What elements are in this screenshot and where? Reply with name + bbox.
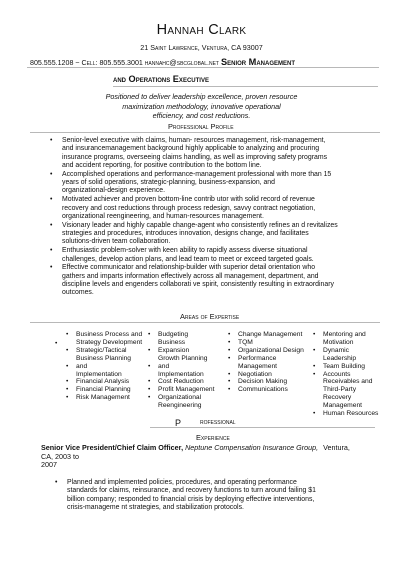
tagline-line: efficiency, and cost reductions. [152,111,251,121]
expertise-item: • TQM [228,338,253,346]
bullet-line: recovery and cost reductions through process redesign, savvy contract negotiation, [62,204,316,212]
expertise-item: • and [66,362,88,370]
profile-bullet [50,137,372,170]
bullet-icon: • [50,196,53,204]
experience-bullet-list [55,479,365,513]
bullet-line: Accomplished operations and performance-management professional with more than 15 [62,170,332,178]
bullet-icon: • [55,340,58,347]
bullet-line: challenges, develop action plans, and lead team to meet or exceed targeted goals. [62,255,314,263]
expertise-item: Reengineering [158,402,202,410]
expertise-item: • Financial Planning [66,386,131,394]
headline-divider [113,86,378,87]
expertise-item: Recovery [323,394,352,402]
bullet-icon: • [313,410,316,418]
bullet-icon: • [313,370,316,378]
bullet-line: and accident reporting, for positive contribution to the bottom line. [62,161,262,169]
bullet-icon: • [66,378,69,386]
bullet-line: gathers and imparts information effectively across all management, department, and [62,272,319,280]
bullet-icon: • [50,221,53,229]
bullet-line: strategies and procedures, introduces innovation, designs change, and facilitates [62,230,309,238]
expertise-item: Motivation [323,338,354,346]
profile-bullet-list [50,137,372,298]
bullet-line: outcomes. [62,289,94,297]
expertise-item: • Mentoring and [313,331,366,338]
bullet-icon: • [313,362,316,370]
headline-part2: and Operations Executive [113,74,209,84]
expertise-item: • Team Building [313,362,366,370]
bullet-icon: • [228,346,231,354]
expertise-item: Management [238,362,278,370]
job-title-line [41,444,361,453]
expertise-column-1 [66,331,142,402]
bullet-icon: • [148,378,151,386]
expertise-item: Business [158,338,186,346]
expertise-item: • Business Process and [66,331,143,338]
bullet-line: Planned and implemented policies, procedures, and operating performance [67,479,297,486]
bullet-icon: • [313,331,316,338]
bullet-line: discipline levels and engenders collaborati ve spirit, consistently resulting in extraordinary [62,281,334,289]
job-company: Neptune Compensation Insurance Group, [185,443,319,452]
profile-heading: Professional Profile [168,122,234,131]
tagline-line: Positioned to deliver leadership excellence, proven resource [105,92,298,101]
contact-info: 805.555.1208 ~ Cell: 805.555.3001 hannahc@sbcglobal.net [30,59,219,67]
expertise-item: • Financial Analysis [66,378,130,386]
bullet-icon: • [50,137,53,144]
expertise-item: • Profit Management [148,386,215,394]
bullet-icon: • [50,264,53,272]
job-dates: CA, 2003 to [41,451,79,461]
bullet-icon: • [66,346,69,354]
bullet-icon: • [66,394,69,402]
bullet-icon: • [50,247,53,255]
expertise-item: • Expansion [148,346,190,354]
bullet-icon: • [228,370,231,378]
headline-part1: Senior Management [220,57,295,67]
expertise-item: Implementation [76,370,122,378]
profile-bullet [50,264,372,297]
tagline [0,92,403,121]
expertise-item: • Budgeting [148,331,189,338]
profile-divider [30,132,380,133]
bullet-icon: • [228,331,231,338]
expertise-item: • Performance [228,354,277,362]
bullet-icon: • [228,338,231,346]
job-title: Senior Vice President/Chief Claim Officer, [41,443,184,452]
expertise-item: • Organizational [148,394,202,402]
expertise-column-4 [313,331,378,418]
expertise-item: Business Planning [76,354,132,362]
job-dates-end: 2007 [41,460,57,470]
bullet-line: billion company; responded to financial crisis by deploying effective interventions, [67,495,315,503]
address: 21 Saint Lawrence, Ventura, CA 93007 [140,43,263,52]
bullet-line: solutions-driven team collaboration. [62,238,171,246]
expertise-item: • Strategic/Tactical [66,346,127,354]
profile-bullet [50,171,372,196]
experience-heading-a: rofessional [200,417,236,426]
tagline-line: maximization methodology, innovative operational [122,101,281,111]
expertise-item: • Cost Reduction [148,378,204,386]
expertise-item: Leadership [323,354,357,362]
expertise-item: • Organizational Design [228,346,304,354]
expertise-item: Receivables and [323,378,373,386]
bullet-line: crisis-manageme nt strategies, and stabilization protocols. [67,504,244,512]
profile-bullet [50,196,372,221]
bullet-line: Enthusiastic problem-solver with keen ability to rapidly assess diverse situational [62,247,308,255]
bullet-icon: • [148,362,151,370]
expertise-item: Management [323,402,363,410]
bullet-icon: • [50,170,53,178]
bullet-icon: • [228,378,231,386]
bullet-line: insurance programs, overseeing claims handling, as well as improving safety programs [62,153,328,161]
bullet-line: Effective communicator and relationship-builder with superior detail orientation who [62,264,316,272]
bullet-line: Motivated achiever and proven bottom-line contrib utor with solid record of revenue [62,196,315,204]
bullet-line: organizational reengineering, and human-resources management. [62,212,264,220]
expertise-item: • and [148,362,170,370]
bullet-icon: • [228,354,231,362]
expertise-item: Implementation [158,370,204,378]
bullet-icon: • [66,386,69,394]
header-divider [27,67,379,68]
job-header [41,444,361,470]
bullet-line: and insurancemanagement background highly applicable to analyzing and procuring [62,145,320,153]
bullet-icon: • [66,331,69,338]
bullet-icon: • [148,331,151,338]
expertise-divider [30,322,380,323]
profile-bullet [50,247,372,264]
expertise-item: • Dynamic [313,346,350,354]
bullet-line: Senior-level executive with claims, human- resources management, risk-management, [62,137,326,144]
bullet-line: Visionary leader and highly capable change-agent who consistently refines an d revitalizes [62,221,338,229]
bullet-line: standards for claims, reinsurance, and recovery functions to turn around failing $1 [67,487,316,495]
contact-line [30,57,295,67]
stray-letter: P [175,418,182,428]
experience-divider [150,427,375,428]
bullet-icon: • [228,386,231,394]
expertise-item: Strategy Development [76,338,143,346]
bullet-line: organizational-design experience. [62,187,166,195]
profile-bullet [50,222,372,247]
expertise-item: • Communications [228,386,288,394]
expertise-item: • Human Resources [313,410,379,418]
expertise-item: • Risk Management [66,394,130,402]
bullet-icon: • [66,362,69,370]
expertise-item: • Accounts [313,370,351,378]
bullet-icon: • [313,346,316,354]
expertise-item: Third-Party [323,386,357,394]
expertise-item: • Negotiation [228,370,272,378]
bullet-icon: • [148,394,151,402]
expertise-heading: Areas of Expertise [180,312,240,321]
job-location: Ventura, [323,443,350,452]
bullet-icon: • [148,386,151,394]
bullet-icon: • [148,346,151,354]
bullet-icon: • [55,479,58,486]
bullet-line: years of solid operations, strategic-planning, business-expansion, and [62,179,275,187]
experience-heading-b: Experience [196,433,230,442]
candidate-name: Hannah Clark [156,22,247,38]
experience-bullet [55,479,365,513]
expertise-column-3 [228,331,304,394]
expertise-item: • Change Management [228,331,303,338]
expertise-column-2 [148,331,215,410]
expertise-item: • Decision Making [228,378,288,386]
expertise-item: Growth Planning [158,354,208,362]
